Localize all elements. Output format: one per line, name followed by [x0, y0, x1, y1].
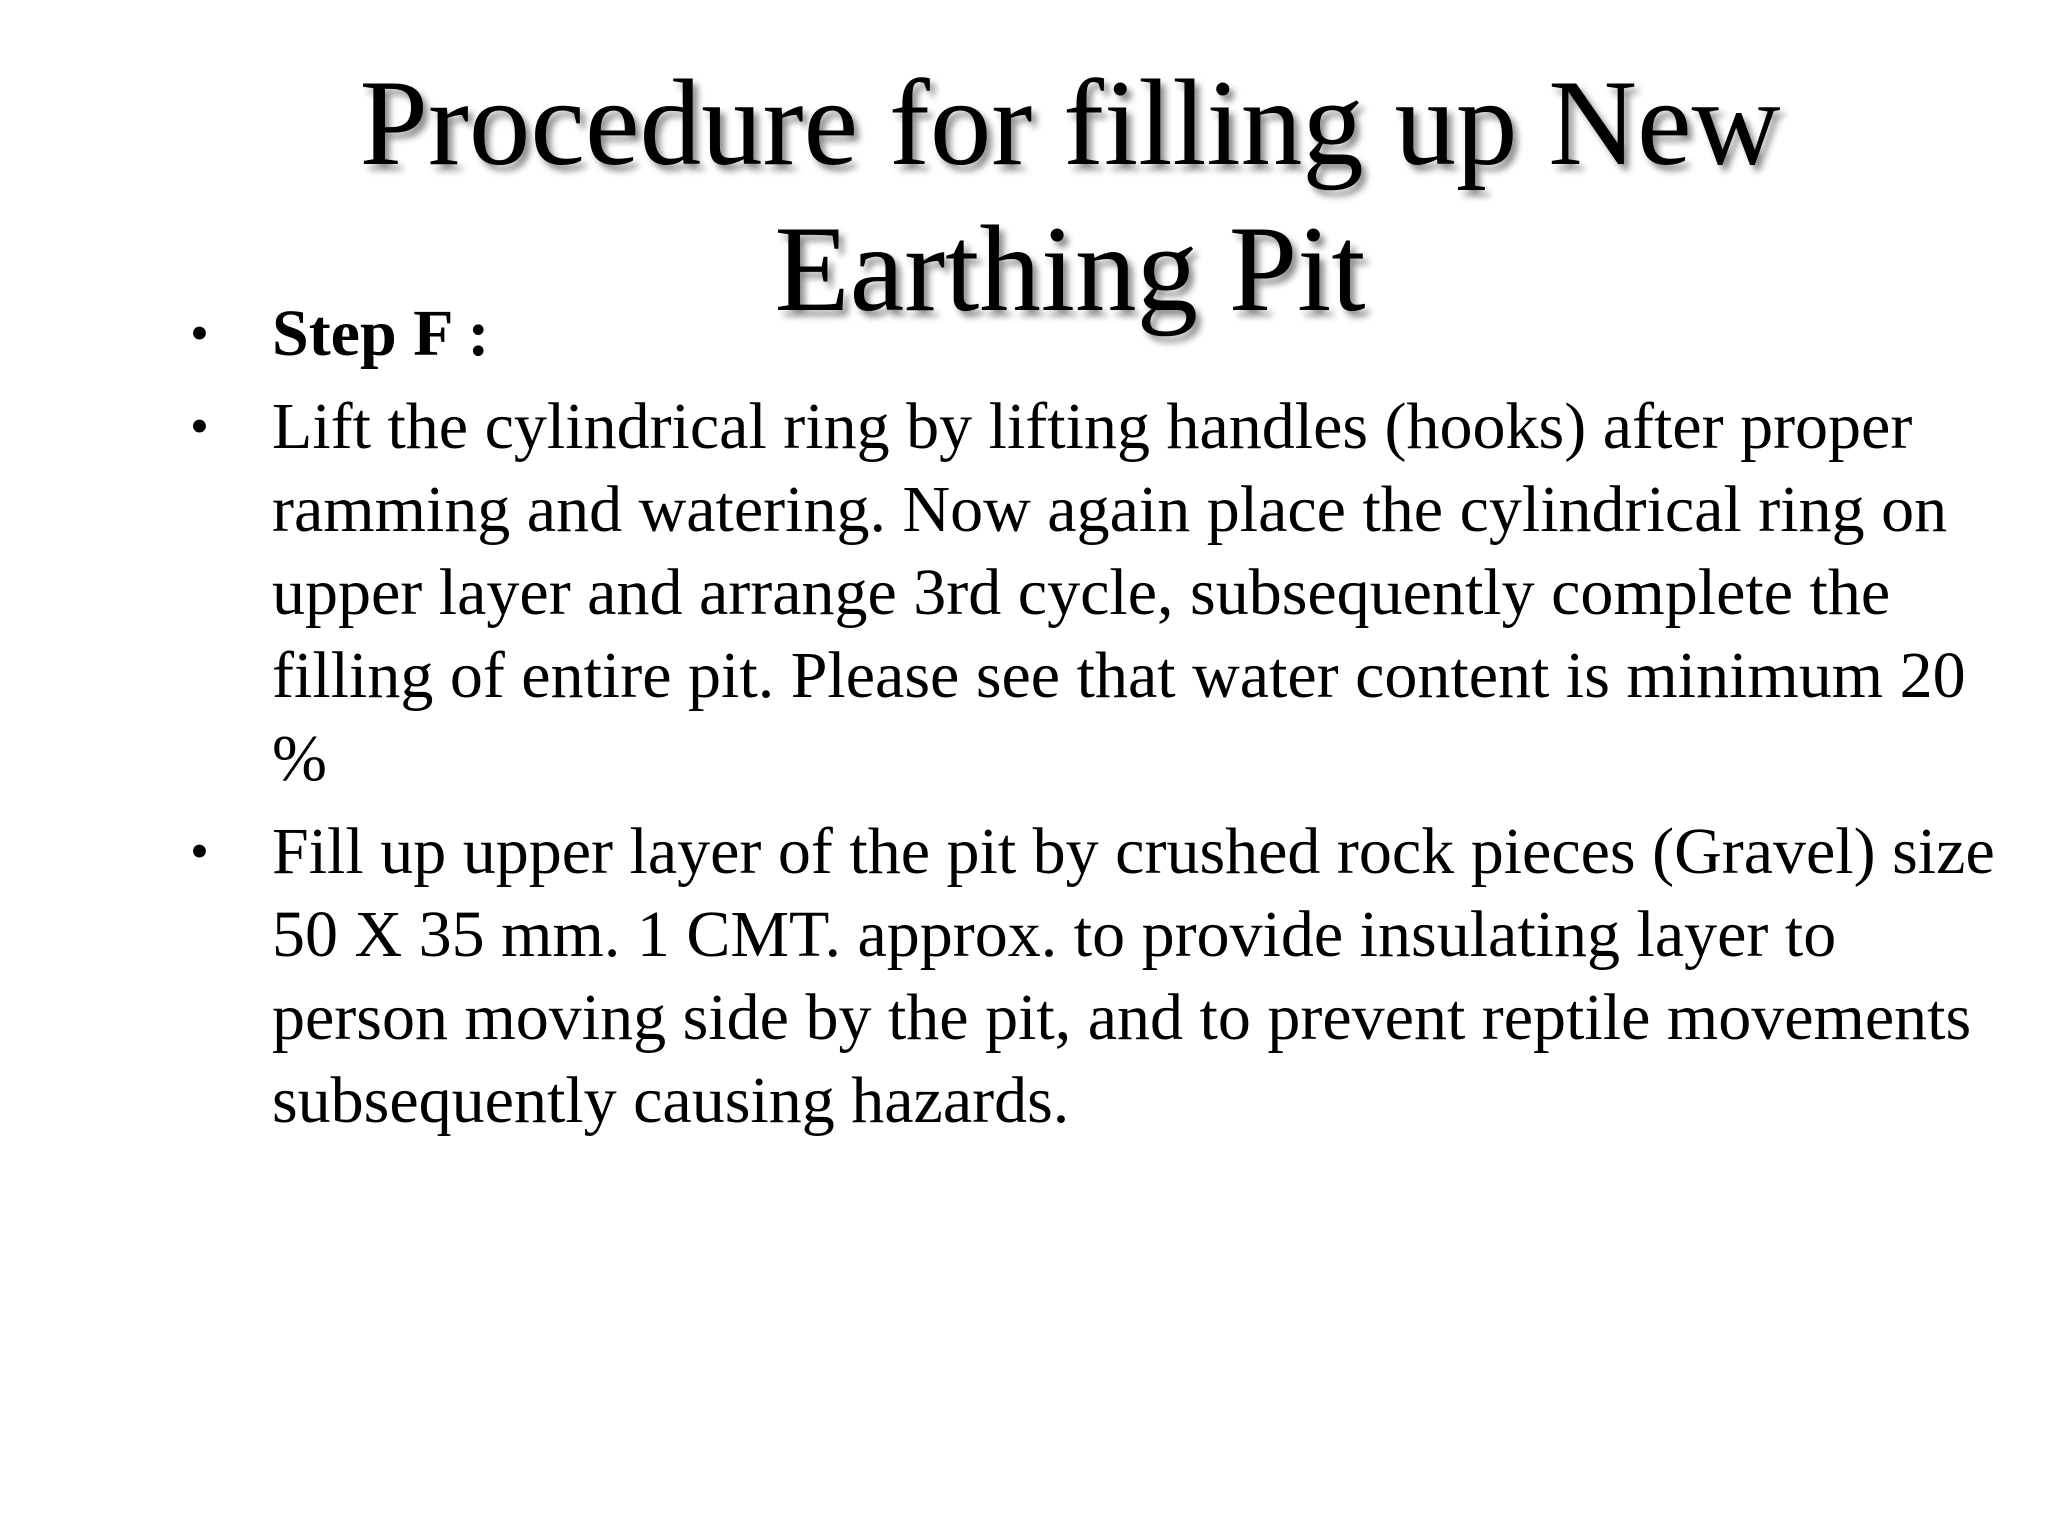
bullet-text: Lift the cylindrical ring by lifting handles (hooks) after proper ramming and watering. Now again place the cylindrical ring on upper layer and arrange 3rd cycle, subsequently complete the filling of entire pit. Please see that water content is minimum 20 %	[272, 390, 1966, 795]
slide-title-line-2: Earthing Pit	[774, 200, 1366, 337]
bullet-item-fill-gravel	[190, 810, 2010, 1142]
slide-title-line-1: Procedure for filling up New	[359, 54, 1781, 191]
bullet-text: Fill up upper layer of the pit by crushed rock pieces (Gravel) size 50 X 35 mm. 1 CMT. approx. to provide insulating layer to person moving side by the pit, and to prevent reptile movements subsequently causing hazards.	[272, 815, 1995, 1137]
bullet-marker: •	[190, 821, 209, 881]
slide-title	[180, 50, 1960, 342]
bullet-marker: •	[190, 303, 209, 363]
step-label: Step F :	[272, 297, 490, 370]
bullet-list	[190, 292, 2010, 1152]
bullet-item-lift-ring	[190, 385, 2010, 800]
bullet-marker: •	[190, 396, 209, 456]
